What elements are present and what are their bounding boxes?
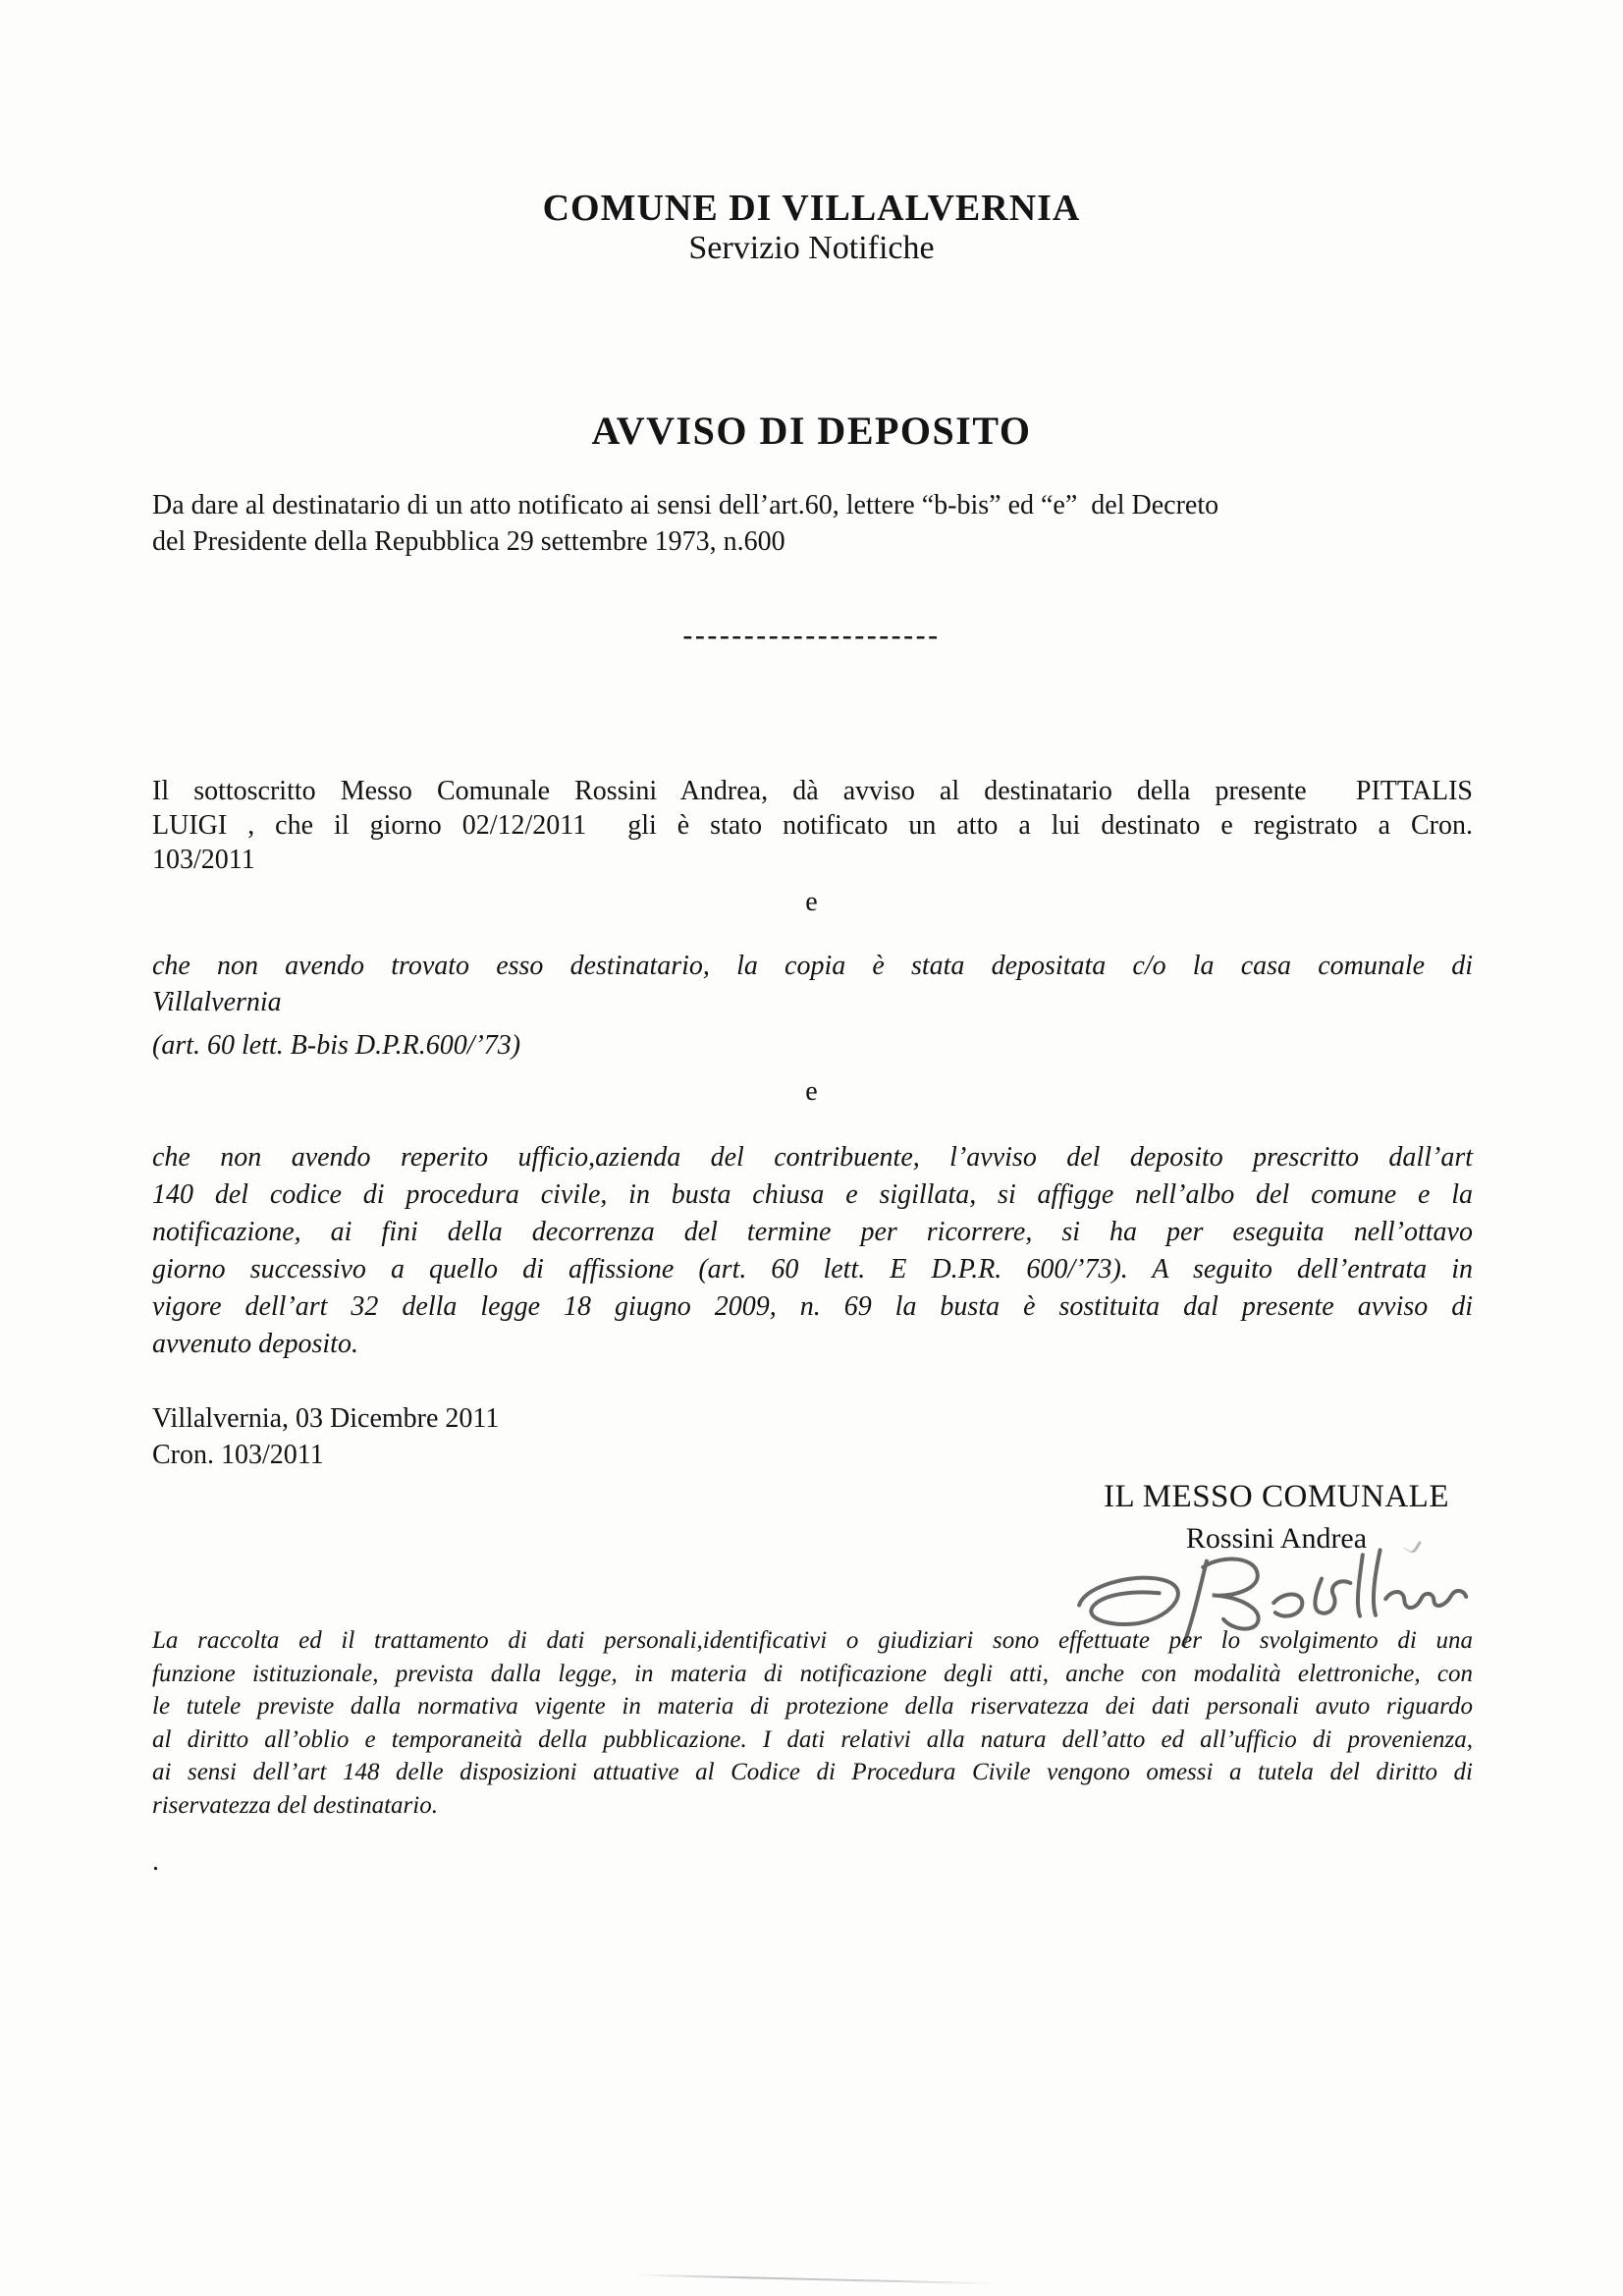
privacy-line: ai sensi dell’art 148 delle disposizioni attuative al Codice di Procedura Civile vengono omessi a tutela del diritto di bbox=[152, 1759, 1473, 1785]
law-line: vigore dell’art 32 della legge 18 giugno 2009, n. 69 la busta è sostituita dal presente avviso di bbox=[152, 1291, 1473, 1322]
notice-paragraph bbox=[152, 774, 1473, 877]
privacy-line: La raccolta ed il trattamento di dati personali,identificativi o giudiziari sono effettuate per lo svolgimento di una bbox=[152, 1627, 1473, 1654]
intro-paragraph bbox=[152, 487, 1473, 560]
law-line: 140 del codice di procedura civile, in busta chiusa e sigillata, si affigge nell’albo del comune e la bbox=[152, 1179, 1473, 1210]
dept-name: Servizio Notifiche bbox=[688, 230, 935, 266]
law-line: notificazione, ai fini della decorrenza del termine per ricorrere, si ha per eseguita nell’ottavo bbox=[152, 1217, 1473, 1247]
cron-number: Cron. 103/2011 bbox=[152, 1440, 324, 1470]
privacy-line: funzione istituzionale, prevista dalla legge, in materia di notificazione degli atti, anche con modalità elettroniche, con bbox=[152, 1660, 1473, 1687]
conjunction: e bbox=[805, 887, 818, 917]
law-line: avvenuto deposito. bbox=[152, 1329, 358, 1359]
privacy-paragraph bbox=[152, 1624, 1473, 1822]
dashed-separator: --------------------- bbox=[682, 619, 941, 651]
document-title: AVVISO DI DEPOSITO bbox=[591, 409, 1032, 453]
deposit-paragraph bbox=[152, 948, 1473, 1064]
notice-line: LUIGI , che il giorno 02/12/2011 gli è stato notificato un atto a lui destinato e registrato a Cron. bbox=[152, 810, 1473, 841]
deposit-law-reference: (art. 60 lett. B-bis D.P.R.600/’73) bbox=[152, 1030, 521, 1061]
privacy-line: riservatezza del destinatario. bbox=[152, 1791, 438, 1819]
intro-line: del Presidente della Repubblica 29 settembre 1973, n.600 bbox=[152, 526, 785, 557]
date-block bbox=[152, 1400, 1473, 1473]
privacy-line: al diritto all’oblio e temporaneità della pubblicazione. I dati relativi alla natura dell’atto ed all’ufficio di provenienza, bbox=[152, 1725, 1473, 1753]
law-line: che non avendo reperito ufficio,azienda del contribuente, l’avviso del deposito prescritto dall’art bbox=[152, 1142, 1473, 1173]
privacy-line: le tutele previste dalla normativa vigente in materia di protezione della riservatezza dei dati personali avuto riguardo bbox=[152, 1693, 1473, 1720]
place-date: Villalvernia, 03 Dicembre 2011 bbox=[152, 1403, 500, 1434]
deposit-line: che non avendo trovato esso destinatario, la copia è stata depositata c/o la casa comunale di bbox=[152, 951, 1473, 981]
conjunction: e bbox=[805, 1076, 818, 1107]
deposit-line: Villalvernia bbox=[152, 987, 282, 1017]
org-name: COMUNE DI VILLALVERNIA bbox=[542, 188, 1081, 229]
law-paragraph bbox=[152, 1139, 1473, 1363]
intro-line: Da dare al destinatario di un atto notificato ai sensi dell’art.60, lettere “b-bis” ed “e” del Decreto bbox=[152, 490, 1219, 520]
trailing-period: . bbox=[152, 1846, 159, 1877]
signatory-role: IL MESSO COMUNALE bbox=[1104, 1479, 1449, 1514]
notice-line: 103/2011 bbox=[152, 845, 255, 875]
law-line: giorno successivo a quello di affissione (art. 60 lett. E D.P.R. 600/’73). A seguito dell’entrata in bbox=[152, 1254, 1473, 1285]
notice-line: Il sottoscritto Messo Comunale Rossini Andrea, dà avviso al destinatario della presente PITTALIS bbox=[152, 776, 1473, 806]
signatory-name: Rossini Andrea bbox=[1185, 1522, 1368, 1555]
scan-artifact-line bbox=[633, 2273, 999, 2284]
